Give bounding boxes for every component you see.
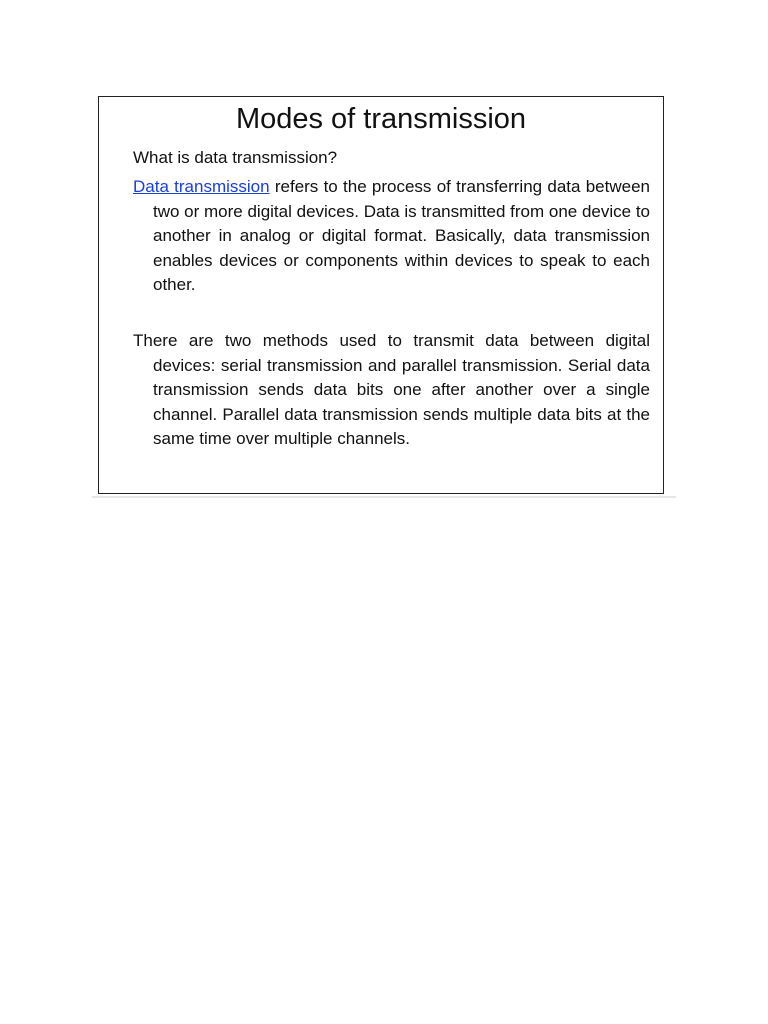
paragraph-definition-text: refers to the process of transferring data between two or more digital devices. Data is transmitted from one device to another in analog or digital format. Basically, data transmission enables devices or components within devices to speak to each other. (153, 177, 650, 294)
paragraph-definition (133, 175, 650, 298)
data-transmission-link[interactable]: Data transmission (133, 177, 270, 196)
slide-frame (98, 96, 664, 494)
slide-title: Modes of transmission (235, 103, 527, 135)
paragraph-methods: There are two methods used to transmit data between digital devices: serial transmission and parallel transmission. Serial data transmission sends data bits one after another over a single channel. Parallel data transmission sends multiple data bits at the same time over multiple channels. (133, 331, 650, 448)
slide-bottom-edge (92, 496, 676, 498)
slide-subheading: What is data transmission? (133, 148, 338, 167)
